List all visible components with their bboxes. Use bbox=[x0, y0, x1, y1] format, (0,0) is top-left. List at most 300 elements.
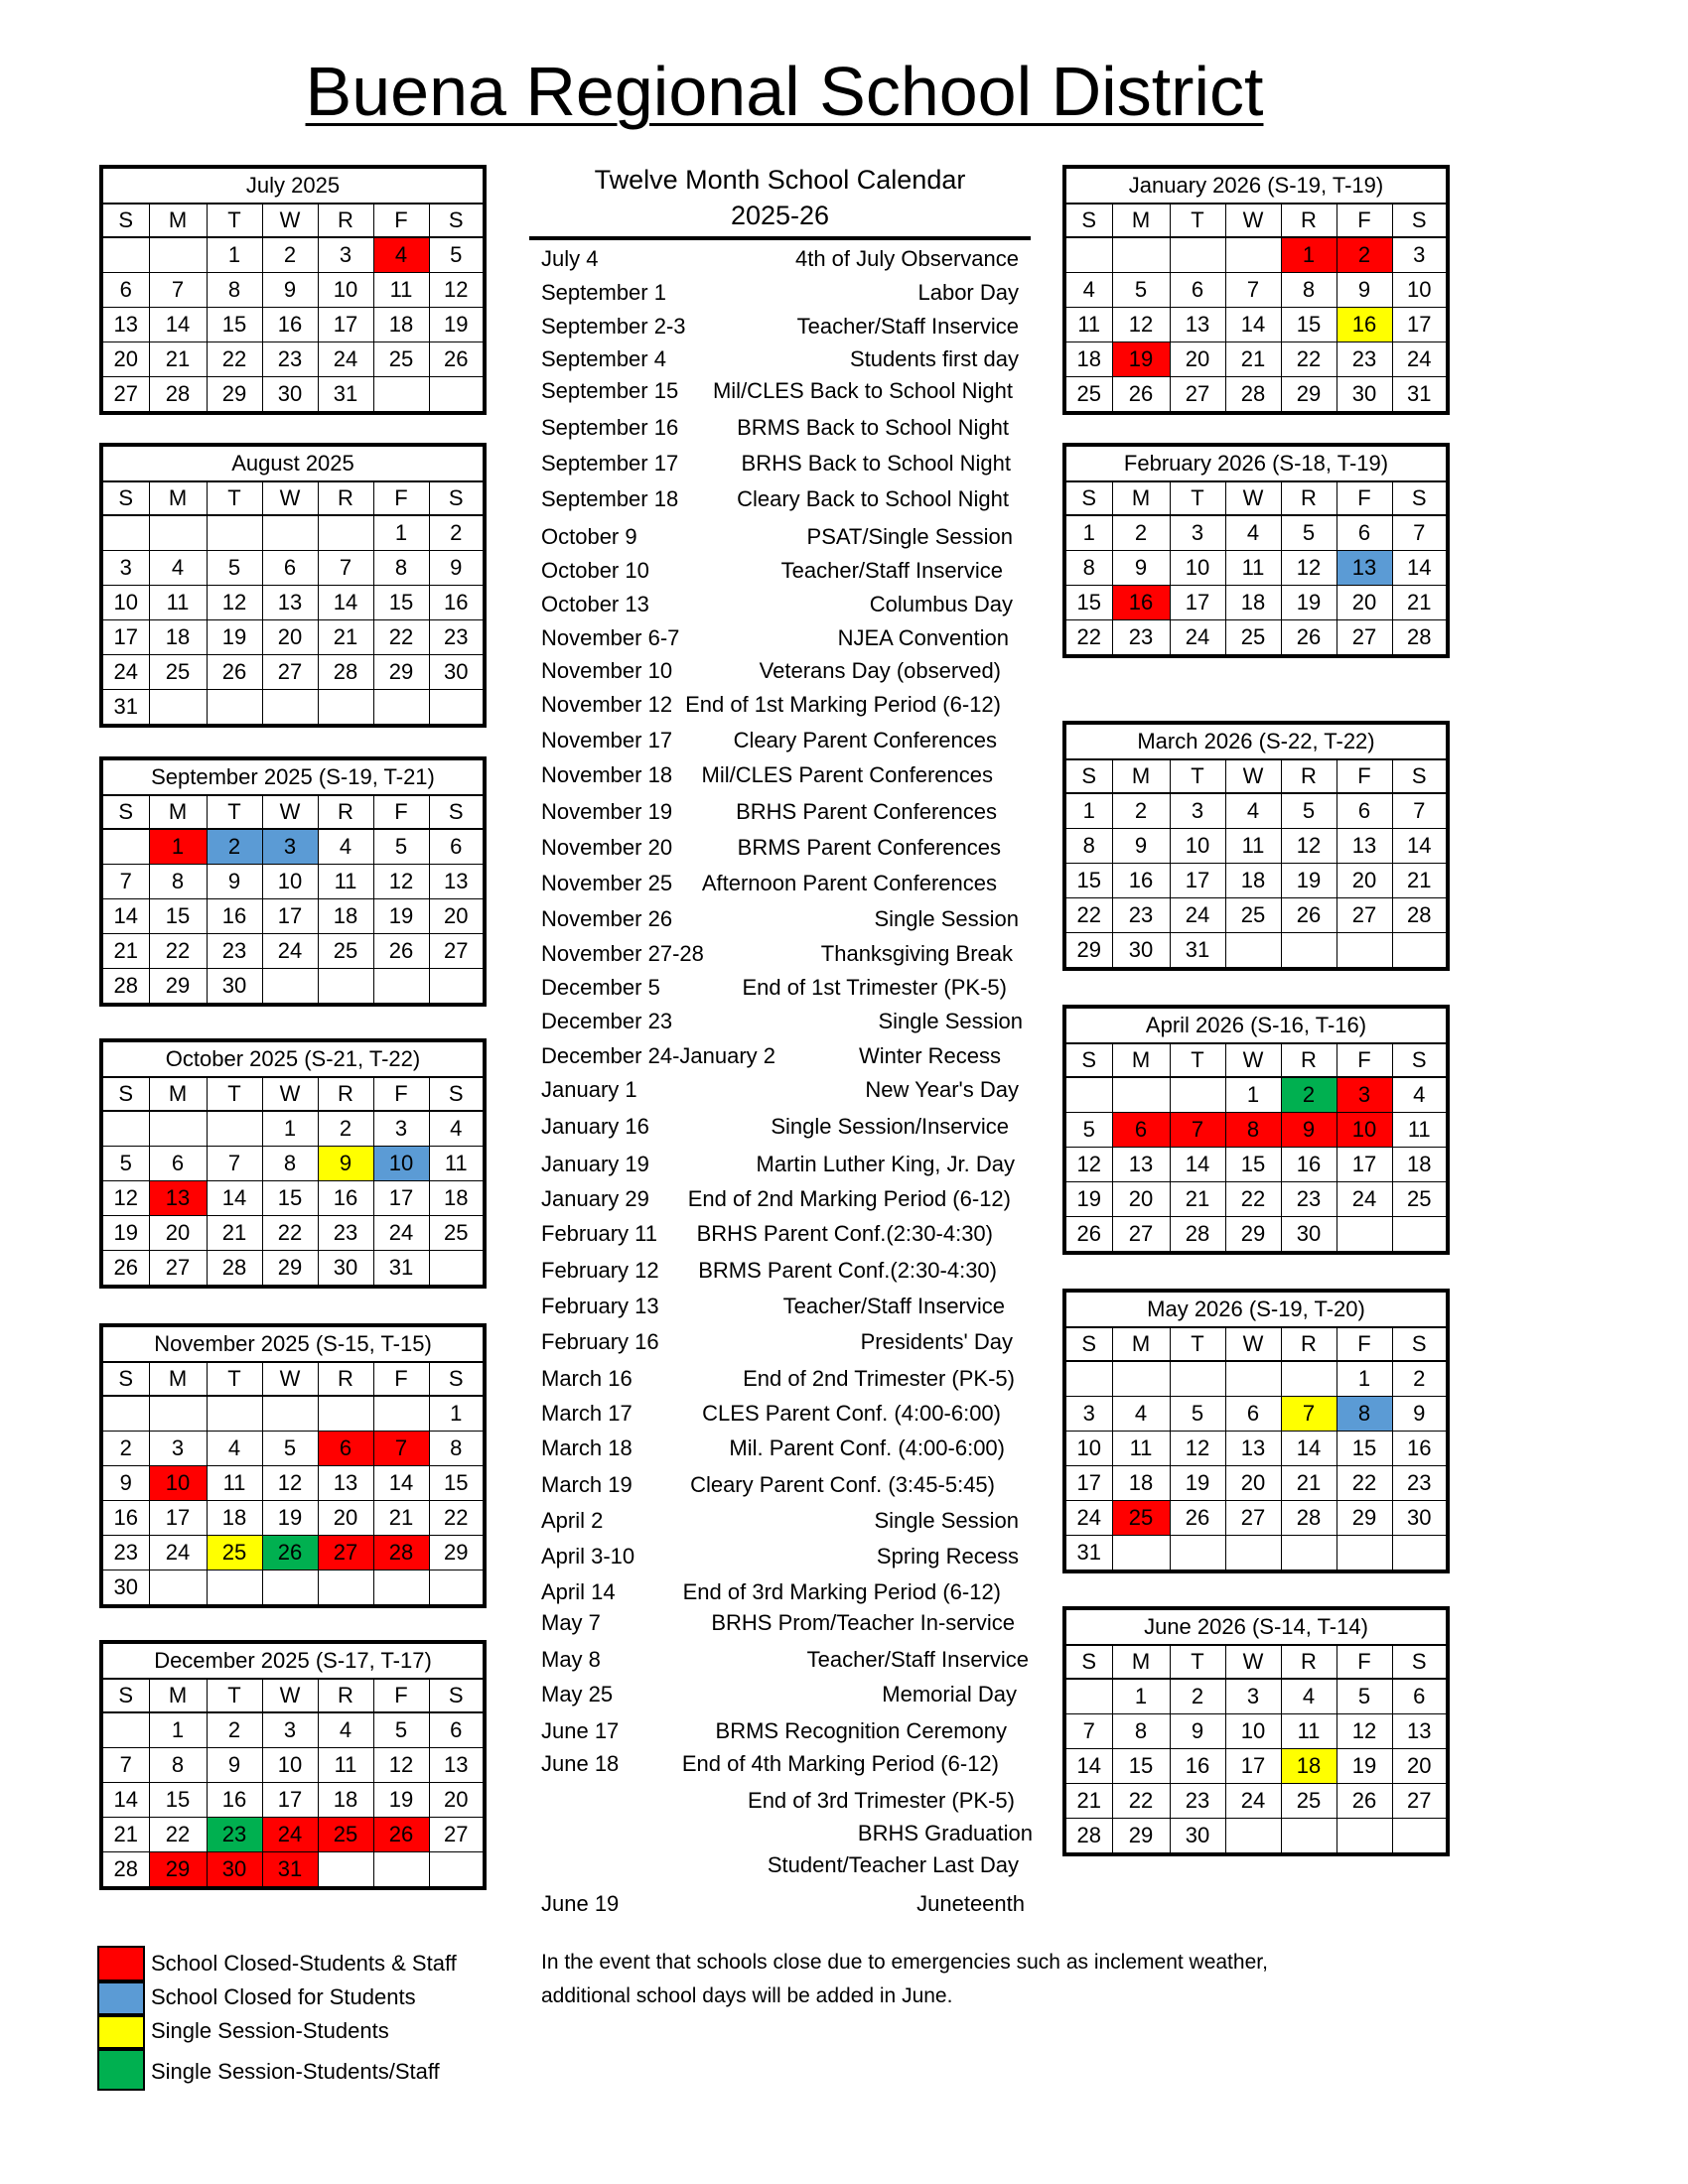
event-date: September 2-3 bbox=[541, 314, 686, 339]
weekday-header: T bbox=[1170, 204, 1225, 237]
empty-day-cell bbox=[1170, 1361, 1225, 1397]
event-description: Thanksgiving Break bbox=[820, 941, 1013, 966]
weekday-header: W bbox=[1225, 759, 1281, 793]
day-cell: 6 bbox=[262, 551, 318, 586]
day-cell: 14 bbox=[207, 1181, 262, 1216]
weekday-header: R bbox=[1281, 759, 1336, 793]
day-cell: 16 bbox=[318, 1181, 373, 1216]
weekday-header: M bbox=[1112, 481, 1170, 515]
day-cell: 1 bbox=[207, 237, 262, 273]
empty-day-cell bbox=[1392, 933, 1448, 970]
day-cell: 13 bbox=[1225, 1432, 1281, 1466]
day-cell: 27 bbox=[318, 1536, 373, 1570]
day-cell: 30 bbox=[1170, 1819, 1225, 1855]
event-date: November 6-7 bbox=[541, 625, 680, 650]
day-cell: 4 bbox=[318, 1712, 373, 1748]
day-cell: 10 bbox=[1170, 829, 1225, 864]
weekday-header: W bbox=[1225, 481, 1281, 515]
empty-day-cell bbox=[318, 690, 373, 727]
event-description: BRMS Parent Conferences bbox=[737, 835, 1001, 860]
day-cell: 3 bbox=[1170, 515, 1225, 551]
day-cell: 20 bbox=[429, 899, 485, 934]
event-date: November 27-28 bbox=[541, 941, 704, 966]
event-date: November 10 bbox=[541, 658, 673, 683]
event-date: November 19 bbox=[541, 799, 673, 824]
empty-day-cell bbox=[1064, 1679, 1112, 1714]
day-cell: 3 bbox=[1392, 237, 1448, 273]
day-cell: 18 bbox=[1225, 586, 1281, 620]
weekday-header: F bbox=[373, 204, 429, 237]
day-cell: 4 bbox=[1112, 1397, 1170, 1432]
event-description: Cleary Parent Conf. (3:45-5:45) bbox=[690, 1472, 995, 1497]
day-cell: 11 bbox=[149, 586, 207, 620]
day-cell: 14 bbox=[318, 586, 373, 620]
day-cell: 21 bbox=[207, 1216, 262, 1251]
day-cell: 14 bbox=[149, 308, 207, 342]
day-cell: 15 bbox=[1112, 1749, 1170, 1784]
day-cell: 23 bbox=[101, 1536, 149, 1570]
weekday-header: W bbox=[262, 1679, 318, 1712]
day-cell: 22 bbox=[373, 620, 429, 655]
day-cell: 20 bbox=[1336, 864, 1392, 898]
weekday-header: W bbox=[1225, 204, 1281, 237]
day-cell: 28 bbox=[318, 655, 373, 690]
weekday-header: R bbox=[1281, 1327, 1336, 1361]
day-cell: 9 bbox=[429, 551, 485, 586]
empty-day-cell bbox=[318, 1852, 373, 1889]
empty-day-cell bbox=[101, 1712, 149, 1748]
day-cell: 11 bbox=[373, 273, 429, 308]
day-cell: 19 bbox=[373, 899, 429, 934]
day-cell: 5 bbox=[373, 829, 429, 865]
event-date: February 16 bbox=[541, 1329, 659, 1354]
event-date: November 26 bbox=[541, 906, 673, 931]
day-cell: 1 bbox=[1112, 1679, 1170, 1714]
day-cell: 9 bbox=[207, 865, 262, 899]
day-cell: 18 bbox=[1392, 1148, 1448, 1182]
day-cell: 10 bbox=[262, 865, 318, 899]
event-date: September 15 bbox=[541, 378, 679, 403]
day-cell: 30 bbox=[207, 969, 262, 1006]
day-cell: 20 bbox=[1170, 342, 1225, 377]
weekday-header: W bbox=[262, 204, 318, 237]
day-cell: 9 bbox=[1112, 829, 1170, 864]
event-date: April 2 bbox=[541, 1508, 604, 1533]
month-title: January 2026 (S-19, T-19) bbox=[1064, 167, 1448, 204]
day-cell: 24 bbox=[1392, 342, 1448, 377]
day-cell: 19 bbox=[1112, 342, 1170, 377]
weekday-header: M bbox=[149, 481, 207, 515]
day-cell: 15 bbox=[1281, 308, 1336, 342]
weekday-header: S bbox=[101, 1362, 149, 1396]
event-date: November 18 bbox=[541, 762, 673, 787]
empty-day-cell bbox=[429, 969, 485, 1006]
empty-day-cell bbox=[1225, 1819, 1281, 1855]
day-cell: 10 bbox=[1170, 551, 1225, 586]
day-cell: 28 bbox=[1170, 1217, 1225, 1254]
event-date: December 5 bbox=[541, 975, 660, 1000]
event-date: March 19 bbox=[541, 1472, 633, 1497]
weekday-header: W bbox=[262, 481, 318, 515]
day-cell: 13 bbox=[429, 1748, 485, 1783]
empty-day-cell bbox=[1281, 933, 1336, 970]
day-cell: 7 bbox=[1170, 1113, 1225, 1148]
day-cell: 15 bbox=[1225, 1148, 1281, 1182]
day-cell: 12 bbox=[1064, 1148, 1112, 1182]
day-cell: 29 bbox=[1281, 377, 1336, 414]
day-cell: 27 bbox=[262, 655, 318, 690]
event-description: Single Session/Inservice bbox=[771, 1114, 1009, 1139]
day-cell: 30 bbox=[1392, 1501, 1448, 1536]
event-description: NJEA Convention bbox=[837, 625, 1009, 650]
day-cell: 1 bbox=[1064, 515, 1112, 551]
legend-label: Single Session-Students/Staff bbox=[151, 2059, 440, 2084]
event-description: Winter Recess bbox=[858, 1043, 1001, 1068]
day-cell: 28 bbox=[1281, 1501, 1336, 1536]
weekday-header: S bbox=[1392, 1327, 1448, 1361]
day-cell: 2 bbox=[1392, 1361, 1448, 1397]
weekday-header: R bbox=[318, 1362, 373, 1396]
day-cell: 13 bbox=[1336, 829, 1392, 864]
day-cell: 13 bbox=[1112, 1148, 1170, 1182]
event-description: New Year's Day bbox=[865, 1077, 1019, 1102]
day-cell: 19 bbox=[1281, 586, 1336, 620]
day-cell: 11 bbox=[1112, 1432, 1170, 1466]
day-cell: 15 bbox=[149, 899, 207, 934]
month-title: June 2026 (S-14, T-14) bbox=[1064, 1608, 1448, 1645]
event-date: January 29 bbox=[541, 1186, 649, 1211]
day-cell: 10 bbox=[1225, 1714, 1281, 1749]
day-cell: 2 bbox=[1281, 1077, 1336, 1113]
event-date: November 17 bbox=[541, 728, 673, 752]
empty-day-cell bbox=[373, 969, 429, 1006]
day-cell: 1 bbox=[262, 1111, 318, 1147]
day-cell: 18 bbox=[1225, 864, 1281, 898]
event-description: Mil/CLES Back to School Night bbox=[712, 378, 1013, 403]
day-cell: 6 bbox=[1336, 515, 1392, 551]
day-cell: 29 bbox=[373, 655, 429, 690]
event-description: BRMS Back to School Night bbox=[737, 415, 1009, 440]
weekday-header: S bbox=[1392, 1645, 1448, 1679]
weekday-header: M bbox=[1112, 1645, 1170, 1679]
empty-day-cell bbox=[373, 1852, 429, 1889]
day-cell: 12 bbox=[373, 865, 429, 899]
day-cell: 14 bbox=[101, 899, 149, 934]
empty-day-cell bbox=[1392, 1819, 1448, 1855]
empty-day-cell bbox=[1225, 1361, 1281, 1397]
event-description: Juneteenth bbox=[916, 1891, 1025, 1916]
month-calendar-feb bbox=[1062, 443, 1450, 658]
weekday-header: S bbox=[429, 1679, 485, 1712]
month-title: May 2026 (S-19, T-20) bbox=[1064, 1291, 1448, 1327]
day-cell: 16 bbox=[101, 1501, 149, 1536]
day-cell: 9 bbox=[318, 1147, 373, 1181]
day-cell: 3 bbox=[262, 829, 318, 865]
empty-day-cell bbox=[1336, 1819, 1392, 1855]
day-cell: 21 bbox=[1170, 1182, 1225, 1217]
day-cell: 7 bbox=[101, 1748, 149, 1783]
day-cell: 23 bbox=[262, 342, 318, 377]
day-cell: 7 bbox=[1281, 1397, 1336, 1432]
event-description: Teacher/Staff Inservice bbox=[806, 1647, 1029, 1672]
weekday-header: R bbox=[318, 204, 373, 237]
day-cell: 28 bbox=[101, 1852, 149, 1889]
day-cell: 29 bbox=[262, 1251, 318, 1288]
weekday-header: S bbox=[1064, 1645, 1112, 1679]
empty-day-cell bbox=[318, 515, 373, 551]
weekday-header: R bbox=[1281, 1043, 1336, 1077]
day-cell: 16 bbox=[207, 1783, 262, 1818]
day-cell: 13 bbox=[429, 865, 485, 899]
day-cell: 19 bbox=[1336, 1749, 1392, 1784]
weekday-header: M bbox=[149, 1077, 207, 1111]
weekday-header: M bbox=[1112, 1327, 1170, 1361]
weekday-header: T bbox=[207, 204, 262, 237]
day-cell: 17 bbox=[1225, 1749, 1281, 1784]
day-cell: 26 bbox=[1281, 620, 1336, 657]
event-description: Teacher/Staff Inservice bbox=[796, 314, 1019, 339]
day-cell: 8 bbox=[1064, 551, 1112, 586]
day-cell: 12 bbox=[1336, 1714, 1392, 1749]
event-date: March 16 bbox=[541, 1366, 633, 1391]
event-date: September 4 bbox=[541, 346, 666, 371]
day-cell: 31 bbox=[262, 1852, 318, 1889]
event-date: September 17 bbox=[541, 451, 679, 476]
empty-day-cell bbox=[429, 690, 485, 727]
day-cell: 25 bbox=[1392, 1182, 1448, 1217]
day-cell: 13 bbox=[1392, 1714, 1448, 1749]
event-date: May 25 bbox=[541, 1682, 614, 1706]
empty-day-cell bbox=[207, 1111, 262, 1147]
day-cell: 8 bbox=[373, 551, 429, 586]
day-cell: 11 bbox=[1064, 308, 1112, 342]
day-cell: 27 bbox=[1112, 1217, 1170, 1254]
month-calendar-nov bbox=[99, 1323, 487, 1608]
empty-day-cell bbox=[207, 515, 262, 551]
empty-day-cell bbox=[1112, 237, 1170, 273]
day-cell: 3 bbox=[1336, 1077, 1392, 1113]
weekday-header: S bbox=[1392, 1043, 1448, 1077]
legend-label: Single Session-Students bbox=[151, 2018, 389, 2043]
weekday-header: T bbox=[207, 1077, 262, 1111]
day-cell: 13 bbox=[318, 1466, 373, 1501]
day-cell: 11 bbox=[1225, 829, 1281, 864]
day-cell: 21 bbox=[1392, 864, 1448, 898]
day-cell: 1 bbox=[1064, 793, 1112, 829]
event-date: December 24-January 2 bbox=[541, 1043, 776, 1068]
day-cell: 9 bbox=[207, 1748, 262, 1783]
day-cell: 12 bbox=[373, 1748, 429, 1783]
event-date: March 17 bbox=[541, 1401, 633, 1426]
day-cell: 20 bbox=[318, 1501, 373, 1536]
weekday-header: T bbox=[1170, 759, 1225, 793]
day-cell: 6 bbox=[429, 829, 485, 865]
day-cell: 31 bbox=[1170, 933, 1225, 970]
day-cell: 17 bbox=[1336, 1148, 1392, 1182]
day-cell: 30 bbox=[101, 1570, 149, 1607]
event-date: September 1 bbox=[541, 280, 666, 305]
day-cell: 17 bbox=[318, 308, 373, 342]
day-cell: 15 bbox=[149, 1783, 207, 1818]
day-cell: 15 bbox=[207, 308, 262, 342]
weekday-header: W bbox=[1225, 1645, 1281, 1679]
day-cell: 21 bbox=[1281, 1466, 1336, 1501]
empty-day-cell bbox=[149, 237, 207, 273]
month-calendar-aug bbox=[99, 443, 487, 728]
day-cell: 11 bbox=[1225, 551, 1281, 586]
day-cell: 30 bbox=[1281, 1217, 1336, 1254]
event-date: April 3-10 bbox=[541, 1544, 635, 1569]
day-cell: 10 bbox=[1064, 1432, 1112, 1466]
empty-day-cell bbox=[207, 1570, 262, 1607]
event-description: Afternoon Parent Conferences bbox=[701, 871, 997, 895]
calendar-year: 2025-26 bbox=[730, 201, 830, 230]
day-cell: 11 bbox=[318, 1748, 373, 1783]
weekday-header: M bbox=[149, 1362, 207, 1396]
empty-day-cell bbox=[262, 1570, 318, 1607]
day-cell: 17 bbox=[1170, 864, 1225, 898]
day-cell: 17 bbox=[1170, 586, 1225, 620]
day-cell: 25 bbox=[149, 655, 207, 690]
day-cell: 7 bbox=[101, 865, 149, 899]
weekday-header: R bbox=[318, 795, 373, 829]
day-cell: 13 bbox=[149, 1181, 207, 1216]
day-cell: 20 bbox=[1112, 1182, 1170, 1217]
legend-label: School Closed-Students & Staff bbox=[151, 1951, 457, 1976]
day-cell: 24 bbox=[101, 655, 149, 690]
day-cell: 8 bbox=[207, 273, 262, 308]
day-cell: 30 bbox=[1336, 377, 1392, 414]
day-cell: 22 bbox=[1112, 1784, 1170, 1819]
day-cell: 2 bbox=[262, 237, 318, 273]
day-cell: 18 bbox=[429, 1181, 485, 1216]
day-cell: 16 bbox=[1336, 308, 1392, 342]
emergency-note: In the event that schools close due to emergencies such as inclement weather, bbox=[541, 1951, 1268, 1974]
day-cell: 28 bbox=[149, 377, 207, 414]
day-cell: 21 bbox=[373, 1501, 429, 1536]
day-cell: 11 bbox=[207, 1466, 262, 1501]
day-cell: 13 bbox=[101, 308, 149, 342]
day-cell: 2 bbox=[318, 1111, 373, 1147]
weekday-header: S bbox=[1392, 481, 1448, 515]
event-date: January 1 bbox=[541, 1077, 637, 1102]
day-cell: 16 bbox=[262, 308, 318, 342]
weekday-header: F bbox=[373, 795, 429, 829]
event-description: End of 1st Marking Period (6-12) bbox=[685, 692, 1001, 717]
day-cell: 8 bbox=[262, 1147, 318, 1181]
event-description: End of 2nd Marking Period (6-12) bbox=[687, 1186, 1011, 1211]
day-cell: 13 bbox=[262, 586, 318, 620]
event-description: Martin Luther King, Jr. Day bbox=[756, 1152, 1015, 1176]
month-title: July 2025 bbox=[101, 167, 485, 204]
day-cell: 18 bbox=[373, 308, 429, 342]
day-cell: 10 bbox=[1336, 1113, 1392, 1148]
day-cell: 8 bbox=[149, 865, 207, 899]
day-cell: 25 bbox=[429, 1216, 485, 1251]
weekday-header: S bbox=[1064, 1043, 1112, 1077]
day-cell: 19 bbox=[101, 1216, 149, 1251]
day-cell: 20 bbox=[1392, 1749, 1448, 1784]
day-cell: 19 bbox=[373, 1783, 429, 1818]
day-cell: 24 bbox=[1064, 1501, 1112, 1536]
event-description: End of 3rd Marking Period (6-12) bbox=[682, 1579, 1001, 1604]
empty-day-cell bbox=[1064, 1361, 1112, 1397]
empty-day-cell bbox=[149, 690, 207, 727]
empty-day-cell bbox=[429, 1251, 485, 1288]
day-cell: 29 bbox=[149, 969, 207, 1006]
day-cell: 6 bbox=[318, 1432, 373, 1466]
day-cell: 12 bbox=[1281, 551, 1336, 586]
weekday-header: T bbox=[207, 795, 262, 829]
day-cell: 12 bbox=[207, 586, 262, 620]
event-description: Cleary Back to School Night bbox=[737, 486, 1009, 511]
day-cell: 7 bbox=[207, 1147, 262, 1181]
day-cell: 30 bbox=[262, 377, 318, 414]
empty-day-cell bbox=[318, 969, 373, 1006]
day-cell: 1 bbox=[149, 829, 207, 865]
day-cell: 8 bbox=[1336, 1397, 1392, 1432]
day-cell: 17 bbox=[149, 1501, 207, 1536]
day-cell: 28 bbox=[1225, 377, 1281, 414]
day-cell: 23 bbox=[207, 934, 262, 969]
empty-day-cell bbox=[1225, 237, 1281, 273]
empty-day-cell bbox=[1281, 1819, 1336, 1855]
day-cell: 18 bbox=[1281, 1749, 1336, 1784]
day-cell: 12 bbox=[1281, 829, 1336, 864]
weekday-header: S bbox=[101, 1679, 149, 1712]
event-date: October 10 bbox=[541, 558, 649, 583]
empty-day-cell bbox=[1170, 237, 1225, 273]
day-cell: 11 bbox=[318, 865, 373, 899]
day-cell: 9 bbox=[1112, 551, 1170, 586]
event-description: CLES Parent Conf. (4:00-6:00) bbox=[702, 1401, 1001, 1426]
day-cell: 22 bbox=[1336, 1466, 1392, 1501]
day-cell: 24 bbox=[1170, 898, 1225, 933]
day-cell: 25 bbox=[373, 342, 429, 377]
month-calendar-jun bbox=[1062, 1606, 1450, 1856]
calendar-heading: Twelve Month School Calendar bbox=[594, 165, 966, 195]
weekday-header: R bbox=[318, 1679, 373, 1712]
event-description: BRHS Parent Conferences bbox=[736, 799, 997, 824]
day-cell: 16 bbox=[1112, 586, 1170, 620]
event-description: Spring Recess bbox=[876, 1544, 1019, 1569]
day-cell: 30 bbox=[318, 1251, 373, 1288]
day-cell: 8 bbox=[1225, 1113, 1281, 1148]
month-title: April 2026 (S-16, T-16) bbox=[1064, 1007, 1448, 1043]
event-description: Single Session bbox=[874, 906, 1019, 931]
day-cell: 21 bbox=[318, 620, 373, 655]
day-cell: 14 bbox=[1170, 1148, 1225, 1182]
day-cell: 15 bbox=[262, 1181, 318, 1216]
day-cell: 18 bbox=[318, 899, 373, 934]
weekday-header: T bbox=[1170, 481, 1225, 515]
month-calendar-jul bbox=[99, 165, 487, 415]
weekday-header: S bbox=[429, 1362, 485, 1396]
empty-day-cell bbox=[373, 690, 429, 727]
day-cell: 20 bbox=[1336, 586, 1392, 620]
event-date: June 17 bbox=[541, 1718, 620, 1743]
weekday-header: F bbox=[1336, 759, 1392, 793]
day-cell: 20 bbox=[149, 1216, 207, 1251]
day-cell: 25 bbox=[1225, 898, 1281, 933]
day-cell: 5 bbox=[101, 1147, 149, 1181]
weekday-header: S bbox=[1064, 1327, 1112, 1361]
month-calendar-oct bbox=[99, 1038, 487, 1289]
empty-day-cell bbox=[149, 1396, 207, 1432]
day-cell: 21 bbox=[149, 342, 207, 377]
weekday-header: F bbox=[373, 481, 429, 515]
day-cell: 31 bbox=[1392, 377, 1448, 414]
